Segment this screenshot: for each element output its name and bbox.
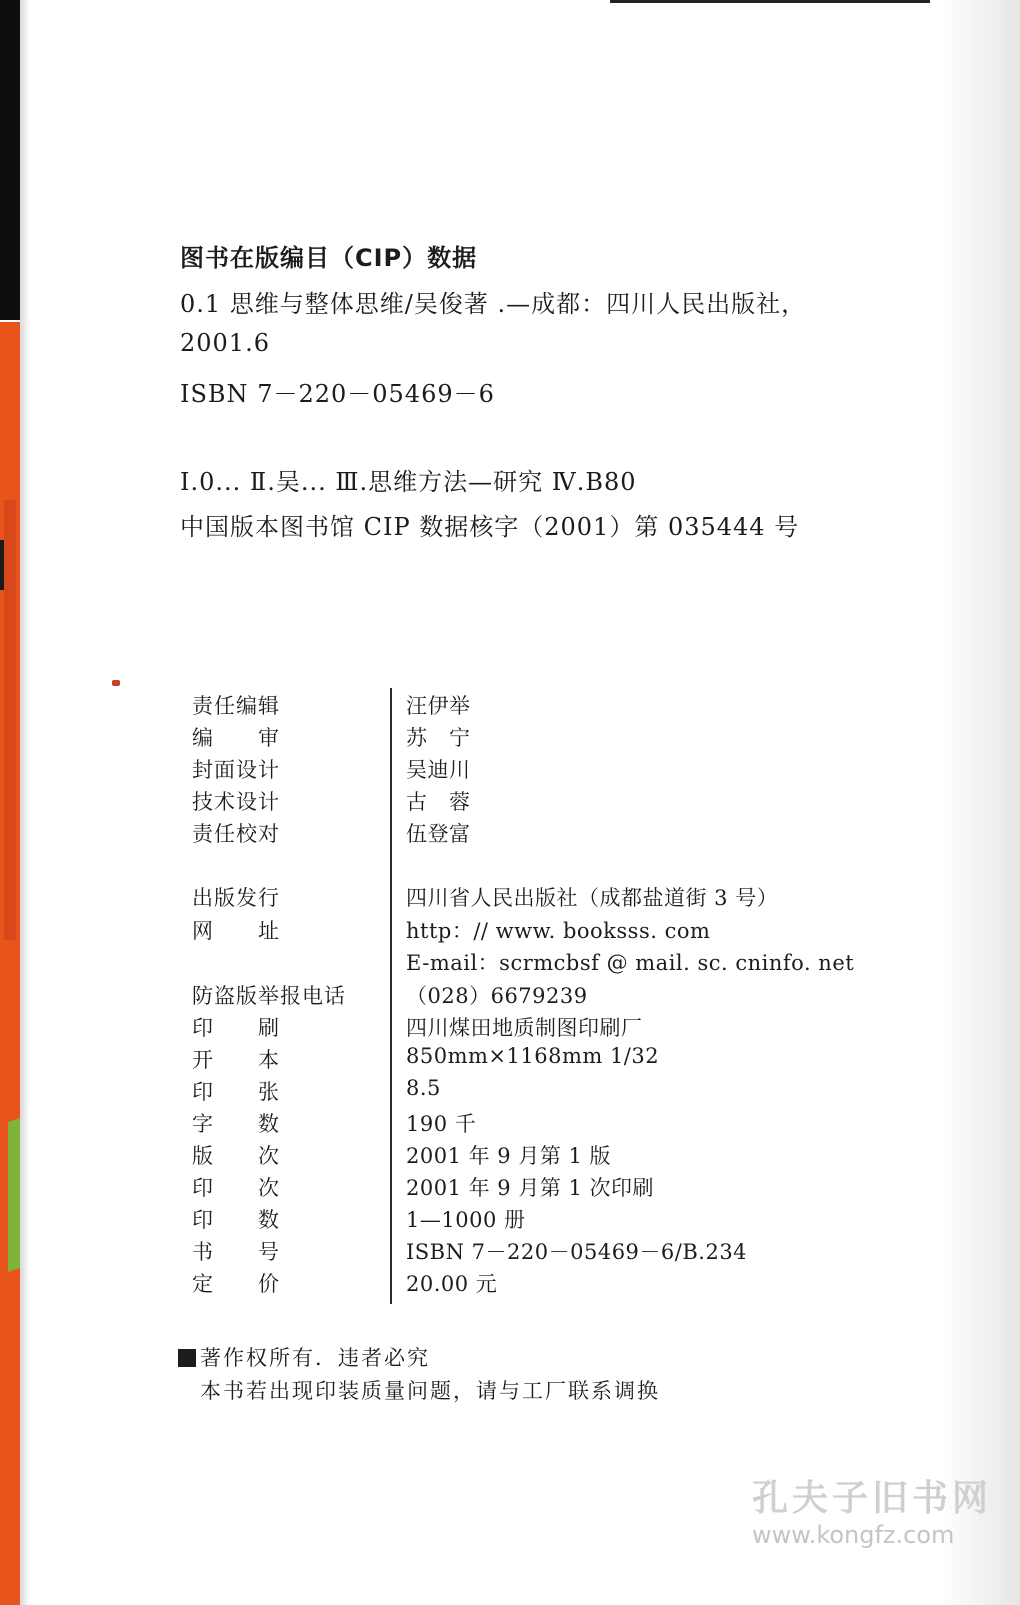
info-value: 850mm×1168mm 1/32 xyxy=(406,1044,660,1068)
info-value: ISBN 7－220－05469－6/B.234 xyxy=(406,1240,748,1264)
info-value: 古 蓉 xyxy=(406,790,471,814)
info-key: 出版发行 xyxy=(192,886,280,910)
info-value: 8.5 xyxy=(406,1076,441,1100)
info-key: 印 数 xyxy=(192,1208,280,1232)
info-value: 汪伊举 xyxy=(406,694,471,718)
quality-notice: 本书若出现印装质量问题，请与工厂联系调换 xyxy=(200,1379,660,1403)
info-value: 苏 宁 xyxy=(406,726,471,750)
info-value: 吴迪川 xyxy=(406,758,471,782)
book-cover-orange-inner xyxy=(4,500,16,940)
cip-line-date: 2001.6 xyxy=(180,329,270,357)
copyright-text: 著作权所有．违者必究 xyxy=(200,1346,430,1370)
info-value: 伍登富 xyxy=(406,822,471,846)
info-value: 20.00 元 xyxy=(406,1272,498,1296)
info-key: 书 号 xyxy=(192,1240,280,1264)
info-key: 印 张 xyxy=(192,1080,280,1104)
cip-line-isbn: ISBN 7－220－05469－6 xyxy=(180,380,495,408)
info-value: 2001 年 9 月第 1 次印刷 xyxy=(406,1176,655,1200)
info-value: （028）6679239 xyxy=(406,984,588,1008)
info-key: 责任编辑 xyxy=(192,694,280,718)
cip-title: 图书在版编目（CIP）数据 xyxy=(180,244,478,272)
watermark-url: www.kongfz.com xyxy=(752,1521,955,1549)
book-cover-green-accent xyxy=(8,1118,20,1272)
black-square-bullet xyxy=(178,1349,196,1367)
info-value: http：// www. booksss. com xyxy=(406,919,711,943)
info-key: 封面设计 xyxy=(192,758,280,782)
info-key: 印 次 xyxy=(192,1176,280,1200)
info-key: 防盗版举报电话 xyxy=(192,984,346,1008)
cip-line-title-author: 0.1 思维与整体思维/吴俊著 .—成都：四川人民出版社， xyxy=(180,290,807,318)
copyright-notice xyxy=(178,1342,430,1372)
info-value: 190 千 xyxy=(406,1112,477,1136)
info-key: 网 址 xyxy=(192,919,280,943)
book-spine-black xyxy=(0,0,22,320)
cip-line-classification: Ⅰ.0... Ⅱ.吴... Ⅲ.思维方法—研究 Ⅳ.B80 xyxy=(180,468,637,496)
info-key: 责任校对 xyxy=(192,822,280,846)
info-key: 版 次 xyxy=(192,1144,280,1168)
page-fold-shadow xyxy=(20,0,30,1605)
info-key: 编 审 xyxy=(192,726,280,750)
info-divider-line xyxy=(390,688,392,1304)
info-value: E-mail：scrmcbsf @ mail. sc. cninfo. net xyxy=(406,951,855,975)
cip-line-record-number: 中国版本图书馆 CIP 数据核字（2001）第 035444 号 xyxy=(180,513,800,541)
info-key: 开 本 xyxy=(192,1048,280,1072)
book-cover-dark-strip xyxy=(0,540,4,590)
watermark xyxy=(752,1470,992,1549)
ink-spot xyxy=(112,680,120,686)
info-key: 技术设计 xyxy=(192,790,280,814)
info-key: 印 刷 xyxy=(192,1016,280,1040)
info-key: 字 数 xyxy=(192,1112,280,1136)
info-value: 四川煤田地质制图印刷厂 xyxy=(406,1016,643,1040)
page-right-shadow xyxy=(940,0,1020,1605)
info-key: 定 价 xyxy=(192,1272,280,1296)
info-value: 四川省人民出版社（成都盐道街 3 号） xyxy=(406,886,779,910)
info-value: 2001 年 9 月第 1 版 xyxy=(406,1144,612,1168)
info-value: 1—1000 册 xyxy=(406,1208,526,1232)
top-edge-line xyxy=(610,0,930,3)
watermark-brand: 孔夫子旧书网 xyxy=(752,1478,993,1519)
